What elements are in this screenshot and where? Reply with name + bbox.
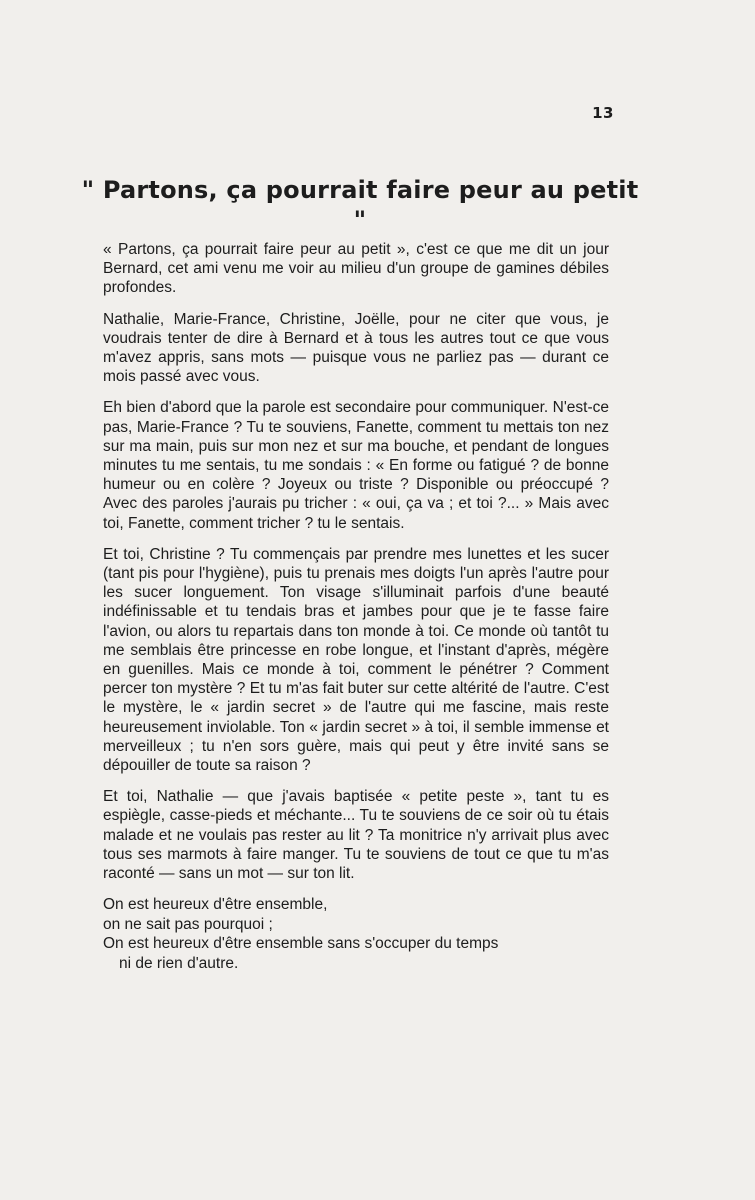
poem-line-4: ni de rien d'autre. bbox=[119, 954, 239, 972]
body-text bbox=[103, 240, 609, 973]
paragraph-3: Eh bien d'abord que la parole est secondaire pour communiquer. N'est-ce pas, Marie-France ? Tu te souviens, Fanette, comment tu mettais ton nez sur ma main, puis sur mon nez et sur ma bouche, et pendant de longues minutes tu me sentais, tu me sondais : « En forme ou fatigué ? de bonne humeur ou en colère ? Joyeux ou triste ? Disponible ou préoccupé ? Avec des paroles j'aurais pu tricher : « oui, ça va ; et toi ?... » Mais avec toi, Fanette, comment tricher ? tu le sentais. bbox=[103, 399, 609, 532]
poem bbox=[103, 895, 609, 973]
paragraph-2: Nathalie, Marie-France, Christine, Joëlle, pour ne citer que vous, je voudrais tenter de dire à Bernard et à tous les autres tout ce que vous m'avez appris, sans mots — puisque vous ne parliez pas — durant ce mois passé avec vous. bbox=[103, 310, 609, 386]
poem-line-3: On est heureux d'être ensemble sans s'occuper du temps bbox=[103, 935, 499, 953]
poem-line-1: On est heureux d'être ensemble, bbox=[103, 896, 328, 914]
page-number: 13 bbox=[592, 104, 614, 122]
chapter-title: " Partons, ça pourrait faire peur au petit " bbox=[81, 176, 639, 234]
paragraph-1: « Partons, ça pourrait faire peur au petit », c'est ce que me dit un jour Bernard, cet ami venu me voir au milieu d'un groupe de gamines débiles profondes. bbox=[103, 241, 609, 297]
paragraph-4: Et toi, Christine ? Tu commençais par prendre mes lunettes et les sucer (tant pis pour l'hygiène), puis tu prenais mes doigts l'un après l'autre pour les sucer longuement. Ton visage s'illuminait parfois d'une beauté indéfinissable et tu tendais bras et jambes pour que je te fasse faire l'avion, ou alors tu repartais dans ton monde à toi. Ce monde où tantôt tu me semblais être princesse en robe longue, et l'instant d'après, mégère en guenilles. Mais ce monde à toi, comment le pénétrer ? Comment percer ton mystère ? Et tu m'as fait buter sur cette altérité de l'autre. C'est le mystère, le « jardin secret » de l'autre qui me fascine, mais reste heureusement inviolable. Ton « jardin secret » à toi, il semble immense et merveilleux ; tu n'en sors guère, mais qui peut y être invité sans se dépouiller de toute sa raison ? bbox=[103, 545, 609, 775]
paragraph-5: Et toi, Nathalie — que j'avais baptisée « petite peste », tant tu es espiègle, casse-pieds et méchante... Tu te souviens de ce soir où tu étais malade et ne voulais pas rester au lit ? Ta monitrice n'y arrivait plus avec tous ses marmots à faire manger. Tu te souviens de tout ce que tu m'as raconté — sans un mot — sur ton lit. bbox=[103, 788, 609, 883]
poem-line-2: on ne sait pas pourquoi ; bbox=[103, 915, 273, 933]
